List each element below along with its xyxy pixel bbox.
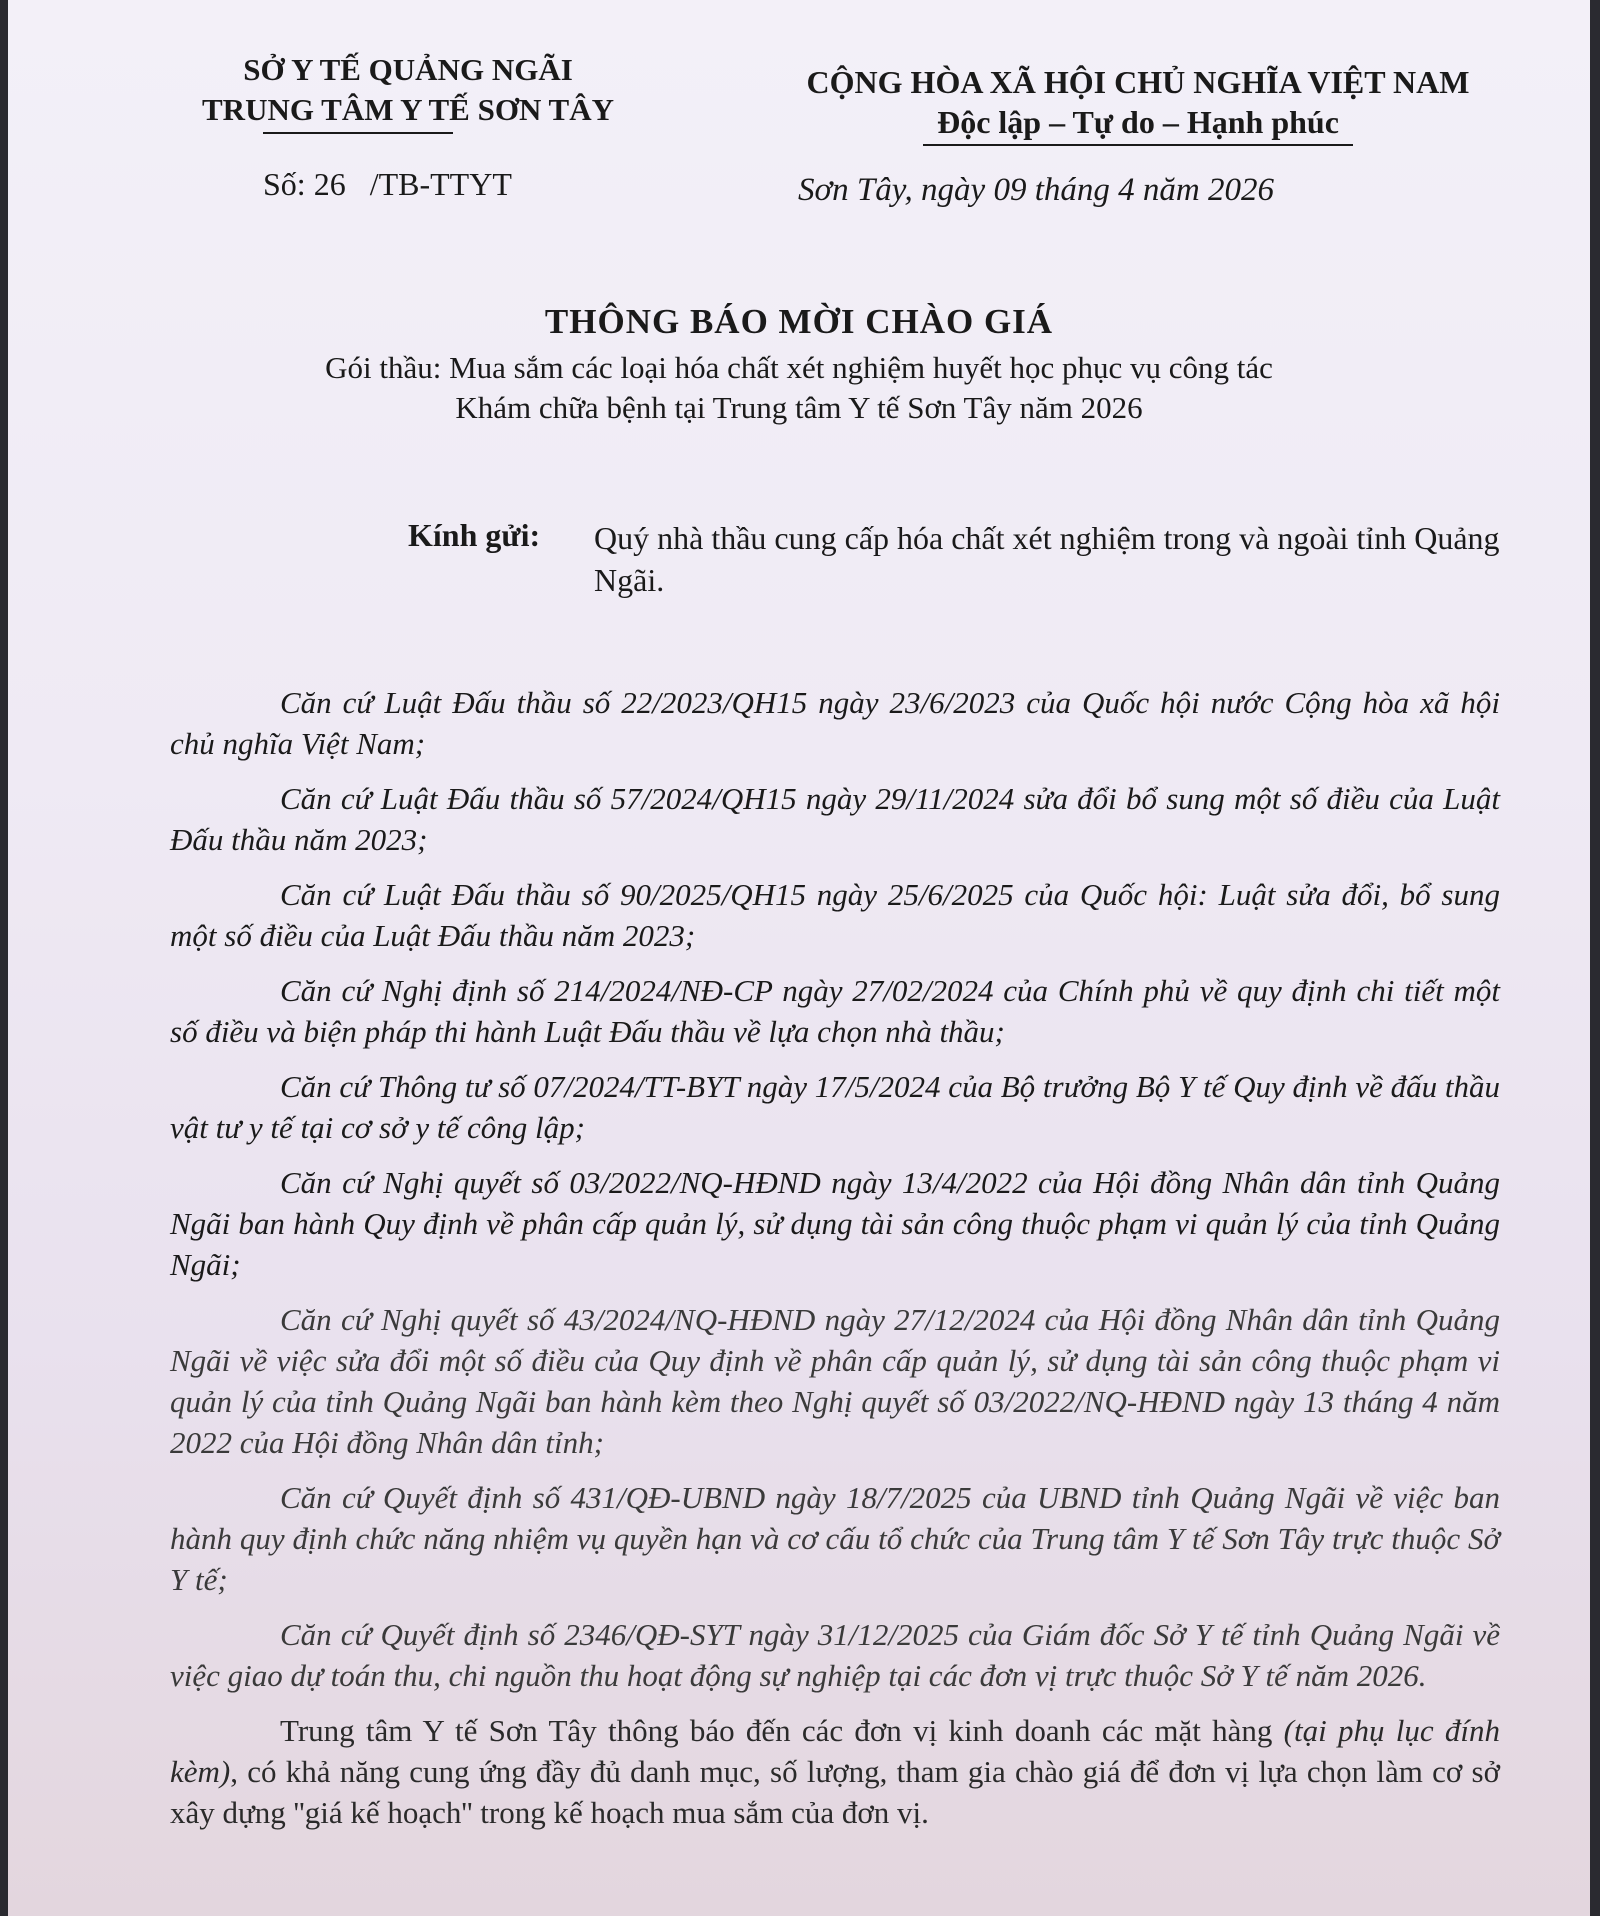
- legal-basis-paragraph: Căn cứ Thông tư số 07/2024/TT-BYT ngày 17/5/2024 của Bộ trưởng Bộ Y tế Quy định về đấu thầu vật tư y tế tại cơ sở y tế công lập;: [170, 1069, 1501, 1145]
- recipient-label: Kính gửi:: [408, 517, 541, 553]
- closing-text-1: Trung tâm Y tế Sơn Tây thông báo đến các đơn vị kinh doanh các mặt hàng: [280, 1713, 1284, 1748]
- document-number: Số: 26 /TB-TTYT: [263, 166, 512, 202]
- legal-basis-paragraph: Căn cứ Nghị định số 214/2024/NĐ-CP ngày 27/02/2024 của Chính phủ về quy định chi tiết một số điều và biện pháp thi hành Luật Đấu thầu về lựa chọn nhà thầu;: [170, 973, 1500, 1049]
- legal-basis-paragraph: Căn cứ Nghị quyết số 43/2024/NQ-HĐND ngày 27/12/2024 của Hội đồng Nhân dân tỉnh Quảng Ngãi về việc sửa đổi một số điều của Quy định về phân cấp quản lý, sử dụng tài sản công thuộc phạm vi quản lý của tỉnh Quảng Ngãi ban hành kèm theo Nghị quyết số 03/2022/NQ-HĐND ngày 13 tháng 4 năm 2022 của Hội đồng Nhân dân tỉnh;: [170, 1302, 1500, 1460]
- subtitle-line-2: Khám chữa bệnh tại Trung tâm Y tế Sơn Tây năm 2026: [455, 390, 1143, 425]
- motto-underline: [923, 144, 1353, 146]
- country-name: CỘNG HÒA XÃ HỘI CHỦ NGHĨA VIỆT NAM: [806, 64, 1470, 100]
- document-page: [8, 0, 1590, 1916]
- legal-basis-paragraph: Căn cứ Luật Đấu thầu số 90/2025/QH15 ngày 25/6/2025 của Quốc hội: Luật sửa đổi, bổ sung một số điều của Luật Đấu thầu năm 2023;: [170, 877, 1500, 953]
- closing-text-2: , có khả năng cung ứng đầy đủ danh mục, số lượng, tham gia chào giá để đơn vị lựa chọn làm cơ sở xây dựng ''giá kế hoạch'' trong kế hoạch mua sắm của đơn vị.: [170, 1754, 1500, 1830]
- national-motto: Độc lập – Tự do – Hạnh phúc: [937, 104, 1339, 140]
- legal-basis-paragraph: Căn cứ Nghị quyết số 03/2022/NQ-HĐND ngày 13/4/2022 của Hội đồng Nhân dân tỉnh Quảng Ngãi ban hành Quy định về phân cấp quản lý, sử dụng tài sản công thuộc phạm vi quản lý của tỉnh Quảng Ngãi;: [170, 1165, 1500, 1282]
- legal-basis-paragraph: Căn cứ Luật Đấu thầu số 57/2024/QH15 ngày 29/11/2024 sửa đổi bổ sung một số điều của Luật Đấu thầu năm 2023;: [170, 781, 1500, 857]
- place-date: Sơn Tây, ngày 09 tháng 4 năm 2026: [798, 172, 1274, 208]
- parent-agency-name: SỞ Y TẾ QUẢNG NGÃI: [243, 52, 573, 87]
- document-subtitle: [8, 348, 1590, 428]
- legal-basis-paragraph: Căn cứ Quyết định số 431/QĐ-UBND ngày 18/7/2025 của UBND tỉnh Quảng Ngãi về việc ban hành quy định chức năng nhiệm vụ quyền hạn và cơ cấu tổ chức của Trung tâm Y tế Sơn Tây trực thuộc Sở Y tế;: [170, 1480, 1500, 1597]
- document-title: THÔNG BÁO MỜI CHÀO GIÁ: [544, 302, 1054, 341]
- agency-name: TRUNG TÂM Y TẾ SƠN TÂY: [202, 92, 614, 127]
- closing-paragraph: [170, 1710, 1500, 1833]
- subtitle-line-1: Gói thầu: Mua sắm các loại hóa chất xét nghiệm huyết học phục vụ công tác: [325, 350, 1273, 385]
- national-motto-header: [748, 62, 1528, 142]
- recipient-text: Quý nhà thầu cung cấp hóa chất xét nghiệm trong và ngoài tỉnh Quảng Ngãi.: [594, 520, 1500, 598]
- legal-basis-paragraph: Căn cứ Quyết định số 2346/QĐ-SYT ngày 31/12/2025 của Giám đốc Sở Y tế tỉnh Quảng Ngãi về việc giao dự toán thu, chi nguồn thu hoạt động sự nghiệp tại các đơn vị trực thuộc Sở Y tế năm 2026.: [170, 1617, 1500, 1693]
- agency-underline: [263, 132, 453, 134]
- closing-appendix-note: (tại phụ lục đính kèm): [170, 1713, 1500, 1789]
- document-body: [170, 682, 1500, 1847]
- issuing-agency-header: [128, 50, 688, 130]
- legal-basis-paragraph: Căn cứ Luật Đấu thầu số 22/2023/QH15 ngày 23/6/2023 của Quốc hội nước Cộng hòa xã hội chủ nghĩa Việt Nam;: [170, 685, 1500, 761]
